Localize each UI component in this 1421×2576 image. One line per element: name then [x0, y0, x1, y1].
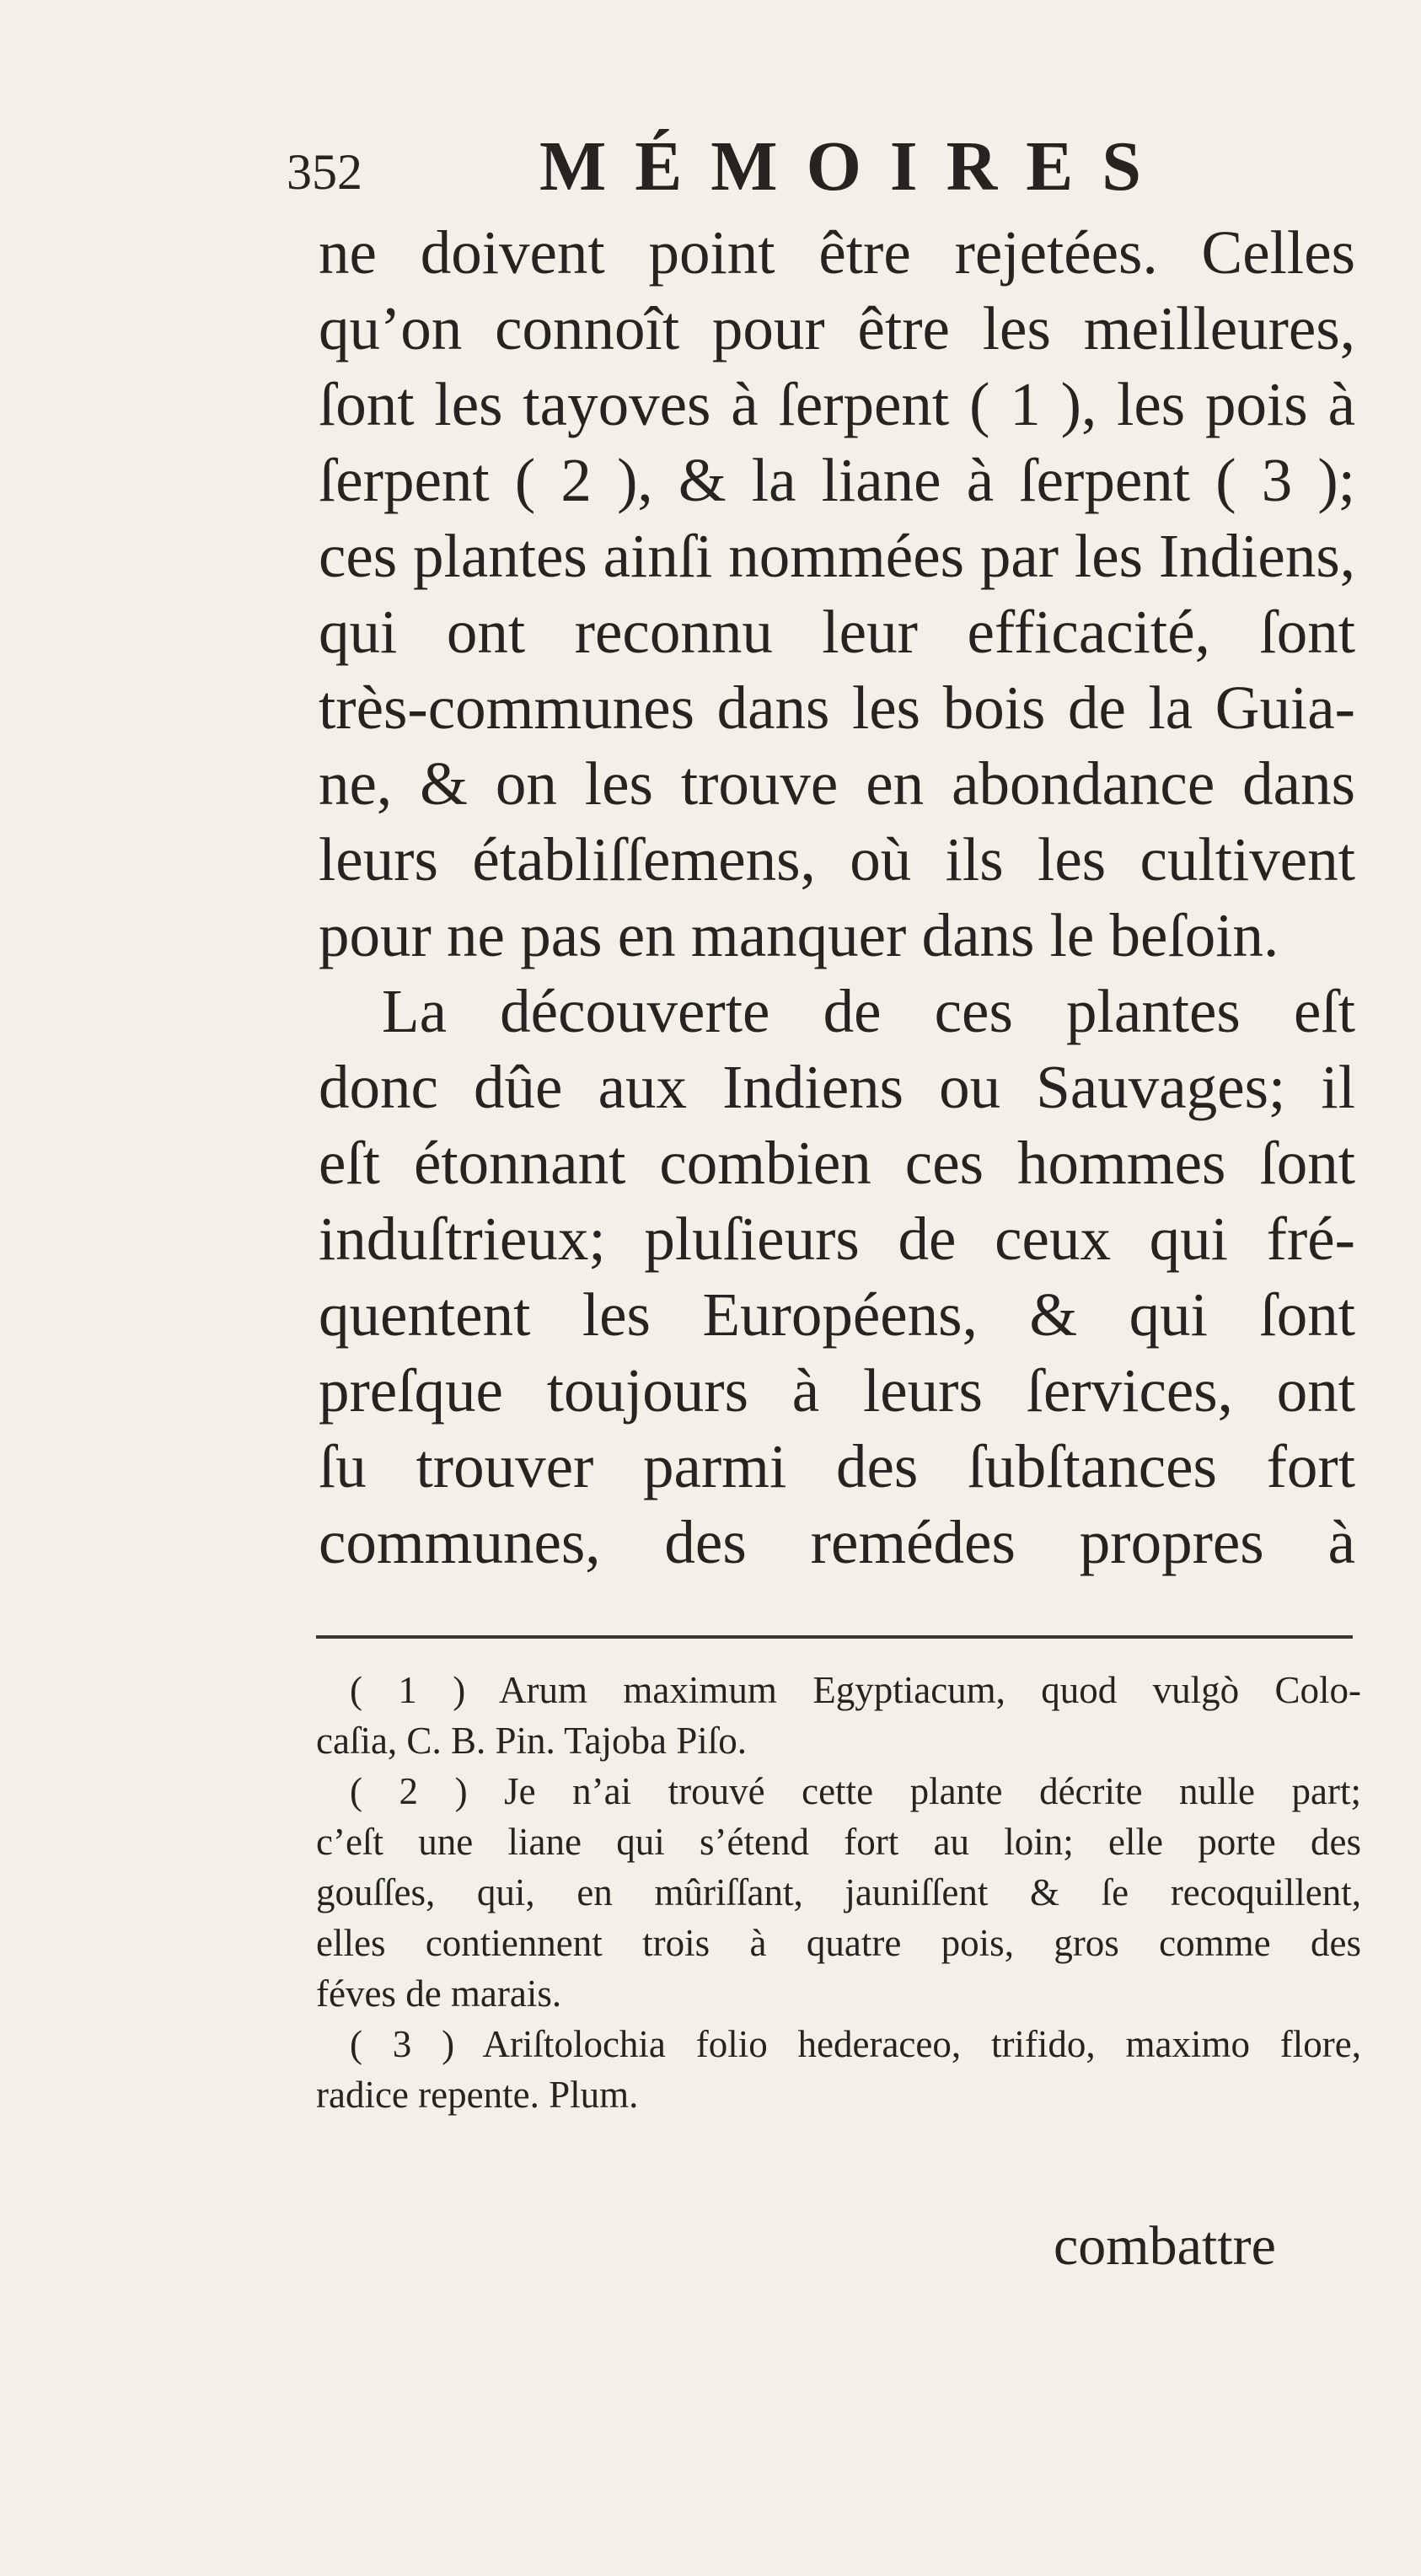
- text-line: ne doivent point être rejetées. Celles: [319, 218, 1355, 287]
- text-line: quentent les Européens, & qui ſont: [319, 1280, 1355, 1349]
- footnote-line: caſia, C. B. Pin. Tajoba Piſo.: [316, 1720, 747, 1762]
- main-text: [319, 215, 1355, 1580]
- text-line: qu’on connoît pour être les meilleures,: [319, 294, 1355, 362]
- text-line: induſtrieux; pluſieurs de ceux qui fré-: [319, 1205, 1355, 1273]
- footnote-line: ( 2 ) Je n’ai trouvé cette plante décrite nulle part;: [350, 1770, 1361, 1812]
- text-line: ces plantes ainſi nommées par les Indiens,: [319, 522, 1355, 590]
- page-header: [287, 125, 1171, 209]
- footnote-line: radice repente. Plum.: [316, 2074, 639, 2116]
- text-line: qui ont reconnu leur efficacité, ſont: [319, 598, 1355, 666]
- text-line: très-communes dans les bois de la Guia-: [319, 674, 1355, 742]
- text-line: ne, & on les trouve en abondance dans: [319, 749, 1355, 818]
- text-line: La découverte de ces plantes eſt: [382, 977, 1355, 1045]
- running-head: MÉMOIRES: [539, 127, 1171, 206]
- footnote-line: féves de marais.: [316, 1972, 562, 2015]
- text-line: preſque toujours à leurs ſervices, ont: [319, 1356, 1355, 1425]
- text-line: leurs établiſſemens, où ils les cultivent: [319, 825, 1355, 894]
- text-line: ſu trouver parmi des ſubſtances fort: [319, 1432, 1355, 1500]
- text-line: donc dûe aux Indiens ou Sauvages; il: [319, 1053, 1355, 1121]
- footnote-line: elles contiennent trois à quatre pois, gros comme des: [316, 1922, 1361, 1964]
- text-line: eſt étonnant combien ces hommes ſont: [319, 1129, 1355, 1197]
- text-line: communes, des remédes propres à: [319, 1508, 1355, 1576]
- text-line: ſerpent ( 2 ), & la liane à ſerpent ( 3 );: [319, 446, 1355, 514]
- catchword: combattre: [1054, 2215, 1276, 2277]
- page-number: 352: [287, 144, 362, 200]
- footnote-line: gouſſes, qui, en mûriſſant, jauniſſent & ſe recoquillent,: [316, 1871, 1361, 1913]
- text-line: ſont les tayoves à ſerpent ( 1 ), les pois à: [319, 370, 1355, 438]
- footnote-line: c’eſt une liane qui s’étend fort au loin; elle porte des: [316, 1821, 1361, 1863]
- footnote-line: ( 1 ) Arum maximum Egyptiacum, quod vulgò Colo-: [350, 1669, 1361, 1711]
- footnote-line: ( 3 ) Ariſtolochia folio hederaceo, trifido, maximo flore,: [350, 2023, 1361, 2065]
- footnote-rule: [316, 1635, 1353, 1639]
- text-line: pour ne pas en manquer dans le beſoin.: [319, 901, 1279, 969]
- footnotes: [316, 1665, 1361, 2120]
